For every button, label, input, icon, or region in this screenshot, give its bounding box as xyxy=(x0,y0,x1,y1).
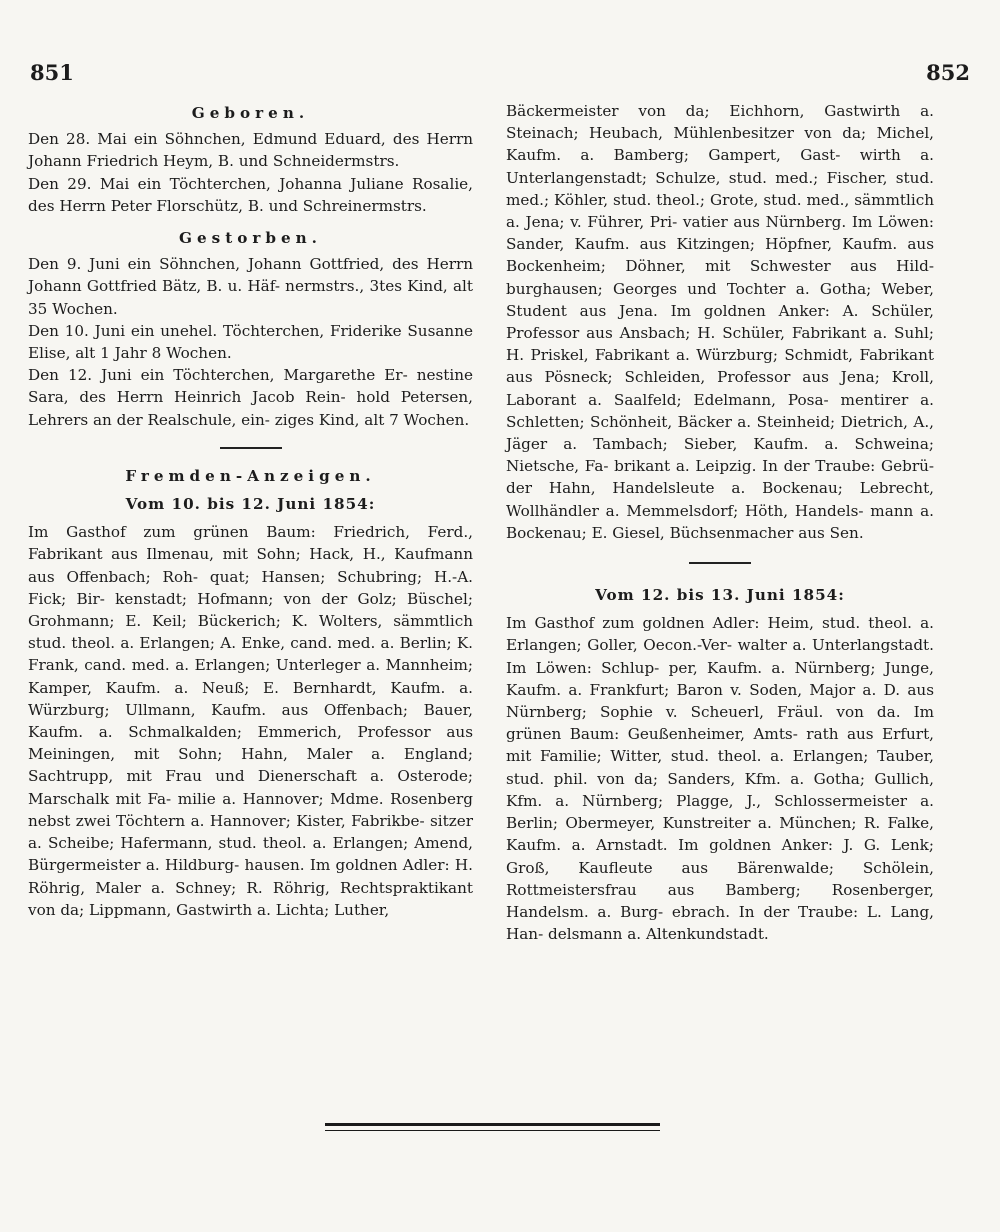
birth-entry: Den 28. Mai ein Söhnchen, Edmund Eduard, des Herrn Johann Friedrich Heym, B. und Schneidermstrs. xyxy=(28,130,473,171)
closing-rule xyxy=(325,1123,660,1131)
right-column xyxy=(506,100,934,945)
death-entry: Den 9. Juni ein Söhnchen, Johann Gottfried, des Herrn Johann Gottfried Bätz, B. u. Häf- nermstrs., 3tes Kind, alt 35 Wochen. xyxy=(28,255,473,318)
deaths-heading: Gestorben. xyxy=(179,229,322,248)
page-number-right: 852 xyxy=(926,60,970,85)
visitors-heading: Fremden-Anzeigen. xyxy=(125,466,376,485)
visitors-date-range-2: Vom 12. bis 13. Juni 1854: xyxy=(595,586,845,605)
death-entry: Den 10. Juni ein unehel. Töchterchen, Friderike Susanne Elise, alt 1 Jahr 8 Wochen. xyxy=(28,321,473,363)
visitors-date-range: Vom 10. bis 12. Juni 1854: xyxy=(125,495,376,514)
birth-entry: Den 29. Mai ein Töchterchen, Johanna Juliane Rosalie, des Herrn Peter Florschütz, B. und Schreinermstrs. xyxy=(28,174,473,215)
left-column xyxy=(28,100,473,921)
section-divider xyxy=(689,562,751,564)
visitors-list-continued: Bäckermeister von da; Eichhorn, Gastwirth a. Steinach; Heubach, Mühlenbesitzer von da; Michel, Kaufm. a. Bamberg; Gampert, Gast- wirth a. Unterlangenstadt; Schulze, stud. med.; Fischer, stud. med.; Köhler, stud. theol.; Grote, stud. med., sämmtlich a. Jena; v. Führer, Pri- vatier aus Nürnberg. Im Löwen: Sander, Kaufm. aus Kitzingen; Höpfner, Kaufm. aus Bockenheim; Döhner, mit Schwester aus Hild- burghausen; Georges und Tochter a. Gotha; Weber, Student aus Jena. Im goldnen Anker: A. Schüler, Professor aus Ansbach; H. Schüler, Fabrikant a. Suhl; H. Priskel, Fabrikant a. Würzburg; Schmidt, Fabrikant aus Pösneck; Schleiden, Professor aus Jena; Kroll, Laborant a. Saalfeld; Edelmann, Posa- mentirer a. Schletten; Schönheit, Bäcker a. Steinheid; Dietrich, A., Jäger a. Tambach; Sieber, Kaufm. a. Schweina; Nietsche, Fa- brikant a. Leipzig. In der Traube: Gebrü- der Hahn, Handelsleute a. Bockenau; Lebrecht, Wollhändler a. Memmelsdorf; Höth, Handels- mann a. Bockenau; E. Giesel, Büchsenmacher aus Sen. xyxy=(506,102,934,542)
visitors-list: Im Gasthof zum grünen Baum: Friedrich, Ferd., Fabrikant aus Ilmenau, mit Sohn; Hack, H., Kaufmann aus Offenbach; Roh- quat; Hansen; Schubring; H.-A. Fick; Bir- kenstadt; Hofmann; von der Golz; Büschel; Grohmann; E. Keil; Bückerich; K. Wolters, sämmtlich stud. theol. a. Erlangen; A. Enke, cand. med. a. Berlin; K. Frank, cand. med. a. Erlangen; Unterleger a. Mannheim; Kamper, Kaufm. a. Neuß; E. Bernhardt, Kaufm. a. Würzburg; Ullmann, Kaufm. aus Offenbach; Bauer, Kaufm. a. Schmalkalden; Emmerich, Professor aus Meiningen, mit Sohn; Hahn, Maler a. England; Sachtrupp, mit Frau und Dienerschaft a. Osterode; Marschalk mit Fa- milie a. Hannover; Mdme. Rosenberg nebst zwei Töchtern a. Hannover; Kister, Fabrikbe- sitzer a. Scheibe; Hafermann, stud. theol. a. Erlangen; Amend, Bürgermeister a. Hildburg- hausen. Im goldnen Adler: H. Röhrig, Maler a. Schney; R. Röhrig, Rechtspraktikant von da; Lippmann, Gastwirth a. Lichta; Luther, xyxy=(28,523,473,919)
births-heading: Geboren. xyxy=(191,104,310,122)
section-divider xyxy=(220,447,282,449)
death-entry: Den 12. Juni ein Töchterchen, Margarethe Er- nestine Sara, des Herrn Heinrich Jacob Rein- hold Petersen, Lehrers an der Realschule, ein- ziges Kind, alt 7 Wochen. xyxy=(28,366,473,429)
visitors-list-2: Im Gasthof zum goldnen Adler: Heim, stud. theol. a. Erlangen; Goller, Oecon.-Ver- walter a. Unterlangstadt. Im Löwen: Schlup- per, Kaufm. a. Nürnberg; Junge, Kaufm. a. Frankfurt; Baron v. Soden, Major a. D. aus Nürnberg; Sophie v. Scheuerl, Fräul. von da. Im grünen Baum: Geußenheimer, Amts- rath aus Erfurt, mit Familie; Witter, stud. theol. a. Erlangen; Tauber, stud. phil. von da; Sanders, Kfm. a. Gotha; Gullich, Kfm. a. Nürnberg; Plagge, J., Schlossermeister a. Berlin; Obermeyer, Kunstreiter a. München; R. Falke, Kaufm. a. Arnstadt. Im goldnen Anker: J. G. Lenk; Groß, Kaufleute aus Bärenwalde; Schölein, Rottmeistersfrau aus Bamberg; Rosenberger, Handelsm. a. Burg- ebrach. In der Traube: L. Lang, Han- delsmann a. Altenkundstadt. xyxy=(506,614,934,944)
page-number-left: 851 xyxy=(30,60,74,85)
